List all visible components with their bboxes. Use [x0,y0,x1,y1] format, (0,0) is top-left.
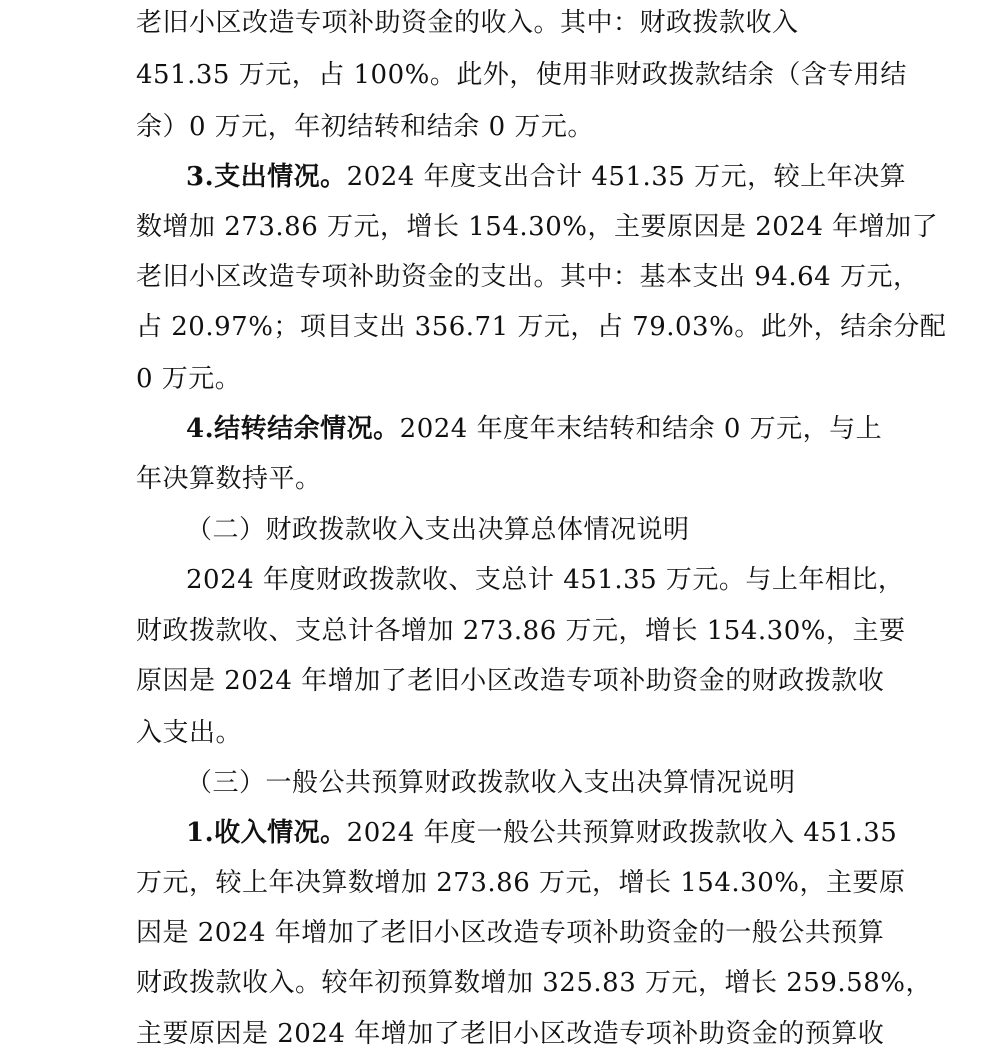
body-text: 2024 年度年末结转和结余 0 万元，与上 [399,414,883,444]
body-text-line: 财政拨款收入。较年初预算数增加 325.83 万元，增长 259.58%， [136,968,932,998]
body-text-line: 2024 年度财政拨款收、支总计 451.35 万元。与上年相比， [186,565,905,595]
section-paragraph-carryover [186,411,882,447]
body-text-line: 老旧小区改造专项补助资金的支出。其中：基本支出 94.64 万元， [136,262,920,292]
body-text-line: 因是 2024 年增加了老旧小区改造专项补助资金的一般公共预算 [136,918,885,948]
body-text-line: 年决算数持平。 [136,464,322,494]
section-heading: （二）财政拨款收入支出决算总体情况说明 [186,515,690,545]
body-text-line: 万元，较上年决算数增加 273.86 万元，增长 154.30%，主要原 [136,868,906,898]
section-paragraph-expenditure [186,159,906,195]
body-text-line: 主要原因是 2024 年增加了老旧小区改造专项补助资金的预算收 [136,1019,885,1049]
body-text: 2024 年度支出合计 451.35 万元，较上年决算 [346,162,907,192]
body-text-line: 451.35 万元，占 100%。此外，使用非财政拨款结余（含专用结 [136,60,907,90]
body-text-line: 老旧小区改造专项补助资金的收入。其中：财政拨款收入 [136,8,799,38]
body-text-line: 原因是 2024 年增加了老旧小区改造专项补助资金的财政拨款收 [136,666,885,696]
subsection-lead: 3.支出情况。 [186,162,347,192]
body-text-line: 财政拨款收、支总计各增加 273.86 万元，增长 154.30%，主要 [136,616,906,646]
body-text-line: 0 万元。 [136,364,242,394]
subsection-lead: 4.结转结余情况。 [186,414,400,444]
section-paragraph-income [186,815,897,851]
section-heading: （三）一般公共预算财政拨款收入支出决算情况说明 [186,768,796,798]
body-text: 2024 年度一般公共预算财政拨款收入 451.35 [346,818,898,848]
subsection-lead: 1.收入情况。 [186,818,347,848]
body-text-line: 数增加 273.86 万元，增长 154.30%，主要原因是 2024 年增加了 [136,212,939,242]
body-text-line: 占 20.97%；项目支出 356.71 万元，占 79.03%。此外，结余分配 [136,312,947,342]
body-text-line: 余）0 万元，年初结转和结余 0 万元。 [136,112,594,142]
body-text-line: 入支出。 [136,718,243,748]
